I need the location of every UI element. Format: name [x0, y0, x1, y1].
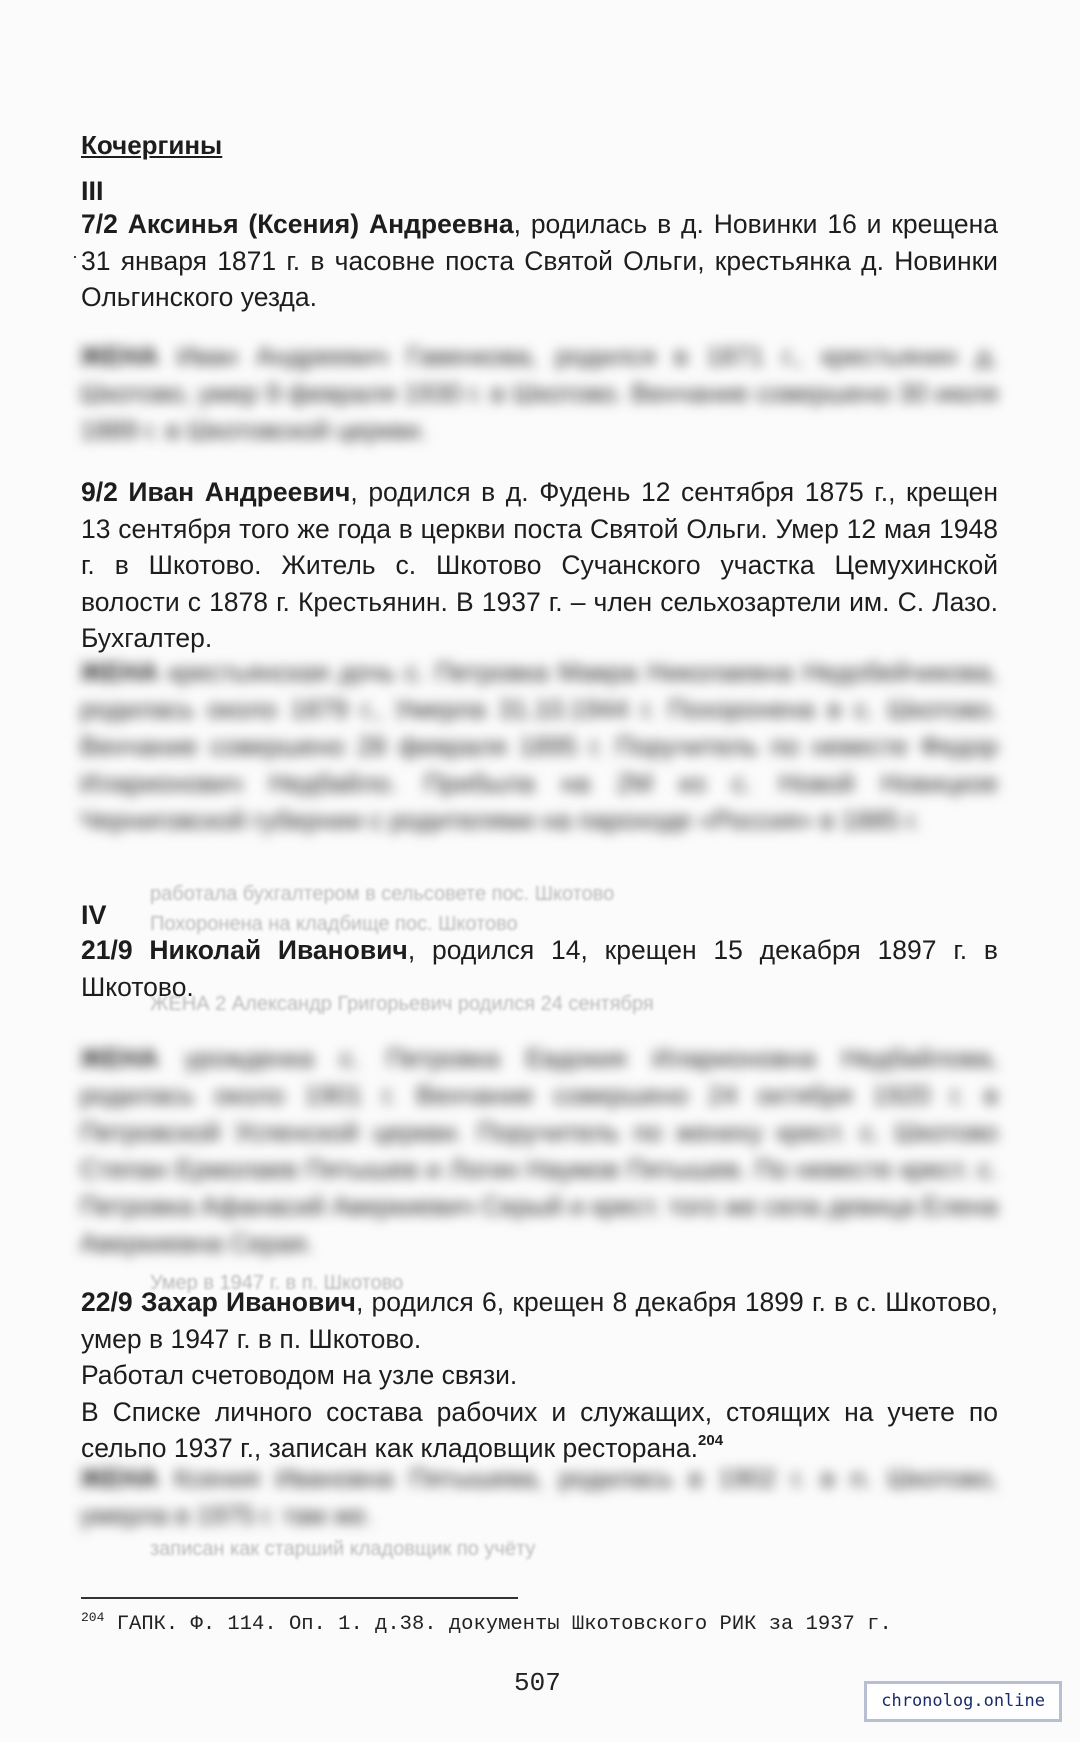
blurred-spouse-block: ЖЕНА Иван Андреевич Гавенкова, родился в 1871 г., крестьянин д. Шкотово, умер 9 февраля 1930 г. в Шкотово. Венчание совершено 30 июля 1889 г. в Шкотовской церкви. — [80, 341, 998, 445]
page-number: 507 — [514, 1668, 561, 1698]
entry-text: , родился 14, крещен 15 декабря 1897 г. в Шкотово. — [81, 935, 999, 1002]
bleed-through-text: работала бухгалтером в сельсовете пос. Шкотово — [150, 883, 615, 905]
bleed-through-text: Похоронена на кладбище пос. Шкотово — [150, 913, 518, 935]
generation-marker-3: III — [81, 176, 104, 206]
entry-name: 9/2 Иван Андреевич — [81, 477, 351, 507]
blurred-spouse-block: ЖЕНА урожденка с. Петровка Евдокия Иларионовна Недбайлова, родилась около 1901 г. Венчание совершено 24 октября 1920 г. в Петровской Успенской церкви. Поручитель по жениху крест. с. Шкотово Степан Ермолаев Пятышев и Логин Наумов Пятышев. По невесте крест. с. Петровка Афанасий Аверкиевич Серый и крест. того же села девица Елена Аверкиевна Серая. — [80, 1043, 998, 1258]
site-watermark[interactable]: chronolog.online — [864, 1681, 1062, 1722]
entry-name: 22/9 Захар Иванович — [81, 1287, 356, 1317]
entry-name: 21/9 Николай Иванович — [81, 935, 408, 965]
generation-marker-4: IV — [81, 900, 107, 930]
bleed-through-text: Умер в 1947 г. в п. Шкотово — [150, 1272, 404, 1294]
entry-7-2 — [81, 206, 998, 316]
family-heading: Кочергины — [81, 130, 223, 160]
blurred-spouse-block: ЖЕНА крестьянская дочь с. Петровка Мавра Николаевна Недобейчикова, родилась около 1879 г., Умерла 31.10.1944 г. Похоронена в с. Шкотово. Венчание совершено 28 февраля 1895 г. Поручитель по невесте Федор Иларионович Недбайло. Прибыла на 2М из с. Новой Новицкое Черниговской губернии с родителями на пароходе «Россия» в 1885 г. — [80, 657, 998, 835]
footnote — [81, 1607, 1011, 1643]
bleed-through-text: записан как старший кладовщик по учёту — [150, 1538, 536, 1560]
entry-21-9 — [81, 932, 998, 1005]
margin-dot: · — [72, 246, 78, 266]
entry-line: Работал счетоводом на узле связи. — [81, 1360, 518, 1390]
entry-22-9 — [81, 1284, 998, 1467]
blurred-spouse-block: ЖЕНА Ксения Ивановна Пятышева, родилась в 1902 г. в п. Шкотово, умерла в 1975 г. там же. — [80, 1463, 998, 1530]
footnote-number: 204 — [81, 1610, 105, 1625]
entry-text: , родился 6, крещен 8 декабря 1899 г. в с. Шкотово, умер в 1947 г. в п. Шкотово. — [81, 1287, 998, 1354]
entry-text: , родилась в д. Новинки 16 и крещена 31 января 1871 г. в часовне поста Святой Ольги, крестьянка д. Новинки Ольгинского уезда. — [81, 209, 998, 312]
entry-9-2 — [81, 474, 998, 657]
entry-text: , родился в д. Фудень 12 сентября 1875 г., крещен 13 сентября того же года в церкви поста Святой Ольги. Умер 12 мая 1948 г. в Шкотово. Житель с. Шкотово Сучанского участка Цемухинской волости с 1878 г. Крестьянин. В 1937 г. – член сельхозартели им. С. Лазо. Бухгалтер. — [81, 477, 998, 653]
entry-line: В Списке личного состава рабочих и служащих, стоящих на учете по сельпо 1937 г., записан как кладовщик ресторана. — [81, 1396, 998, 1463]
entry-name: 7/2 Аксинья (Ксения) Андреевна — [81, 209, 514, 239]
footnote-separator — [81, 1597, 518, 1599]
footnote-reference[interactable]: 204 — [698, 1432, 724, 1449]
bleed-through-text: ЖЕНА 2 Александр Григорьевич родился 24 сентября — [150, 993, 654, 1015]
footnote-text: ГАПК. Ф. 114. Оп. 1. д.38. документы Шкотовского РИК за 1937 г. — [116, 1613, 892, 1636]
